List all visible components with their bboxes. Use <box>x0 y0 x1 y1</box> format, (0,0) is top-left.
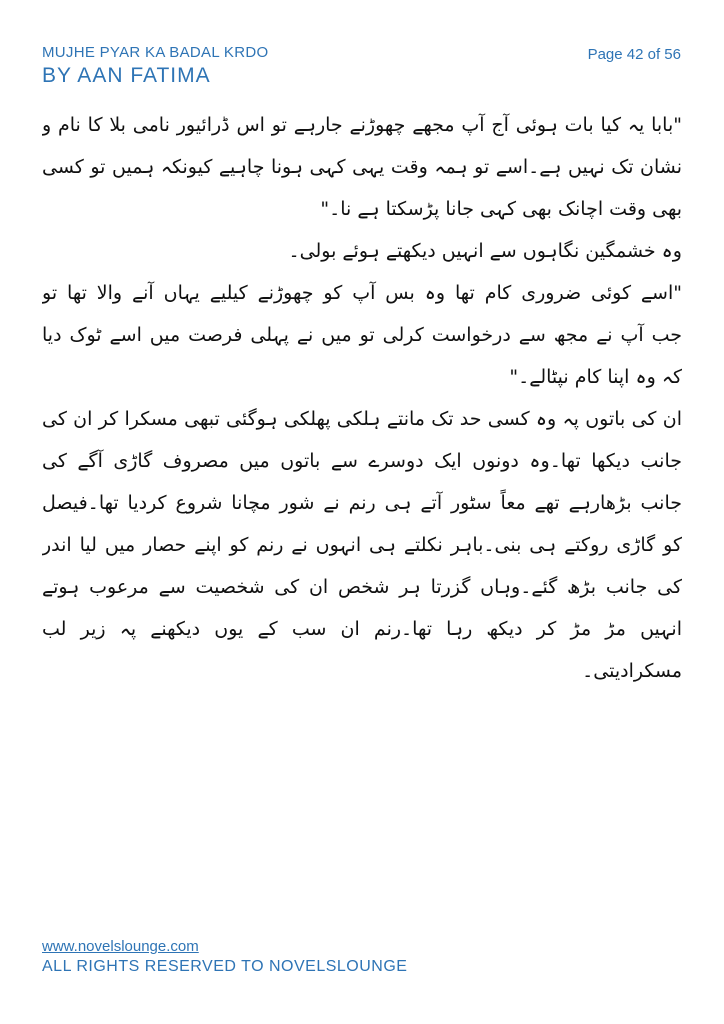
website-link[interactable]: www.novelslounge.com <box>42 938 199 955</box>
text-line: کی جانب بڑھ گئے۔وہاں گزرتا ہر شخص ان کی شخصیت سے مرعوب ہوتے <box>42 576 682 598</box>
text-line: کہ وہ اپنا کام نپٹالے۔" <box>509 366 682 388</box>
page-number: Page 42 of 56 <box>587 46 681 63</box>
text-line: جانب دیکھا تھا۔وہ دونوں ایک دوسرے سے باتوں میں مصروف گاڑی آگے کی <box>42 450 682 472</box>
story-text <box>42 104 682 692</box>
text-line: نشان تک نہیں ہے۔اسے تو ہمہ وقت یہی کہی ہونا چاہیے کیونکہ ہمیں تو کسی <box>42 156 682 178</box>
text-line: وہ خشمگین نگاہوں سے انہیں دیکھتے ہوئے بولی۔ <box>288 240 682 262</box>
text-line: "اسے کوئی ضروری کام تھا وہ بس آپ کو چھوڑنے کیلیے یہاں آنے والا تھا تو <box>42 282 682 304</box>
text-line: انہیں مڑ مڑ کر دیکھ رہا تھا۔رنم ان سب کے یوں دیکھنے پہ زیر لب <box>42 618 682 640</box>
author-name: BY AAN FATIMA <box>42 64 211 87</box>
text-line: جب آپ نے مجھ سے درخواست کرلی تو میں نے پہلی فرصت میں اسے ٹوک دیا <box>42 324 682 346</box>
novel-title: MUJHE PYAR KA BADAL KRDO <box>42 44 269 61</box>
text-line: بھی وقت اچانک بھی کہی جانا پڑسکتا ہے نا۔" <box>320 198 682 220</box>
text-line: "بابا یہ کیا بات ہوئی آج آپ مجھے چھوڑنے جارہے تو اس ڈرائیور نامی بلا کا نام و <box>42 114 682 136</box>
text-line: مسکرادیتی۔ <box>582 660 682 682</box>
rights-notice: ALL RIGHTS RESERVED TO NOVELSLOUNGE <box>42 958 408 975</box>
text-line: کو گاڑی روکتے ہی بنی۔باہر نکلتے ہی انہوں نے رنم کو اپنے حصار میں لیا اندر <box>42 534 682 556</box>
text-line: جانب بڑھارہے تھے معاً سٹور آتے ہی رنم نے شور مچانا شروع کردیا تھا۔فیصل <box>42 492 682 514</box>
text-line: ان کی باتوں پہ وہ کسی حد تک مانتے ہلکی پھلکی ہوگئی تبھی مسکرا کر ان کی <box>42 408 682 430</box>
